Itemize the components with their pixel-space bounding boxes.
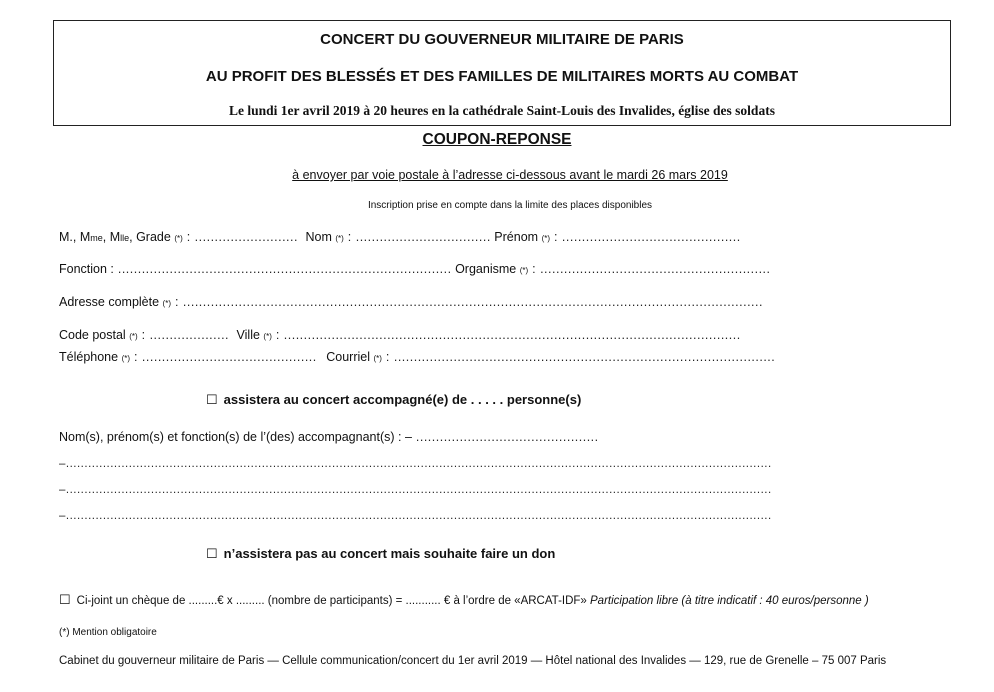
courriel-label: Courriel (*) xyxy=(326,350,382,364)
companions-label: Nom(s), prénom(s) et fonction(s) de l’(des) accompagnant(s) : – xyxy=(59,430,412,444)
companion-line-1[interactable]: –............................................................................................................................................................................................... xyxy=(59,458,772,470)
coupon-title: COUPON-REPONSE xyxy=(422,131,572,148)
adresse-field[interactable]: : .................................................................................................................................................. xyxy=(171,295,763,309)
checkbox-icon[interactable]: ☐ xyxy=(206,546,218,561)
civility-row xyxy=(59,230,741,244)
tel-field[interactable]: : ............................................ xyxy=(130,350,317,364)
companions-field[interactable]: .............................................. xyxy=(411,430,599,444)
send-instruction: à envoyer par voie postale à l’adresse ci-dessous avant le mardi 26 mars 2019 xyxy=(292,168,728,182)
donation-option-label: n’assistera pas au concert mais souhaite faire un don xyxy=(223,546,556,561)
organisme-field[interactable]: : .......................................................... xyxy=(528,262,771,276)
tel-label: Téléphone (*) xyxy=(59,350,131,364)
registration-note: Inscription prise en compte dans la limite des places disponibles xyxy=(367,200,653,211)
ville-field[interactable]: : ................................................................................................................... xyxy=(271,328,741,342)
prenom-label: Prénom (*) xyxy=(494,230,551,244)
civility-label: M., Mme, Mlle, Grade (*) xyxy=(59,230,183,244)
cheque-text: Ci-joint un chèque de .........€ x ......... (nombre de participants) = ........... € à l’ordre de «ARCAT-IDF» xyxy=(76,595,591,607)
fonction-row xyxy=(59,262,771,276)
organisme-label: Organisme (*) xyxy=(455,262,529,276)
tel-row xyxy=(59,350,775,364)
fonction-label: Fonction : xyxy=(59,262,114,276)
ville-label: Ville (*) xyxy=(236,328,272,342)
cp-row xyxy=(59,328,741,342)
header-event-line: Le lundi 1er avril 2019 à 20 heures en la cathédrale Saint-Louis des Invalides, église des soldats xyxy=(229,103,775,118)
adresse-label: Adresse complète (*) xyxy=(59,295,171,309)
footer-address: Cabinet du gouverneur militaire de Paris — Cellule communication/concert du 1er avril 2019 — Hôtel national des Invalides — 129, rue de Grenelle – 75 007 Paris xyxy=(59,655,887,667)
courriel-field[interactable]: : ................................................................................................ xyxy=(381,350,776,364)
checkbox-icon[interactable]: ☐ xyxy=(59,592,71,607)
checkbox-icon[interactable]: ☐ xyxy=(206,392,218,407)
cp-label: Code postal (*) xyxy=(59,328,138,342)
header-box xyxy=(53,20,951,126)
companion-line-3[interactable]: –............................................................................................................................................................................................... xyxy=(59,510,772,522)
attend-option-label: assistera au concert accompagné(e) de . . . . . personne(s) xyxy=(223,392,582,407)
cp-field[interactable]: : .................... xyxy=(137,328,230,342)
donation-option[interactable] xyxy=(206,546,555,562)
cheque-row[interactable] xyxy=(59,592,869,608)
header-title-line1: CONCERT DU GOUVERNEUR MILITAIRE DE PARIS xyxy=(320,31,684,48)
nom-field[interactable]: : .................................. xyxy=(343,230,491,244)
adresse-row xyxy=(59,295,763,309)
companions-row xyxy=(59,430,599,444)
fonction-field[interactable]: .................................................................................... xyxy=(113,262,452,276)
attend-option[interactable] xyxy=(206,392,581,408)
civility-field[interactable]: : .......................... xyxy=(182,230,298,244)
mandatory-note: (*) Mention obligatoire xyxy=(59,627,157,638)
companion-line-2[interactable]: –............................................................................................................................................................................................... xyxy=(59,484,772,496)
prenom-field[interactable]: : ............................................. xyxy=(550,230,741,244)
cheque-note: Participation libre (à titre indicatif : 40 euros/personne ) xyxy=(590,595,869,607)
nom-label: Nom (*) xyxy=(305,230,344,244)
header-title-line2: AU PROFIT DES BLESSÉS ET DES FAMILLES DE MILITAIRES MORTS AU COMBAT xyxy=(205,68,799,85)
